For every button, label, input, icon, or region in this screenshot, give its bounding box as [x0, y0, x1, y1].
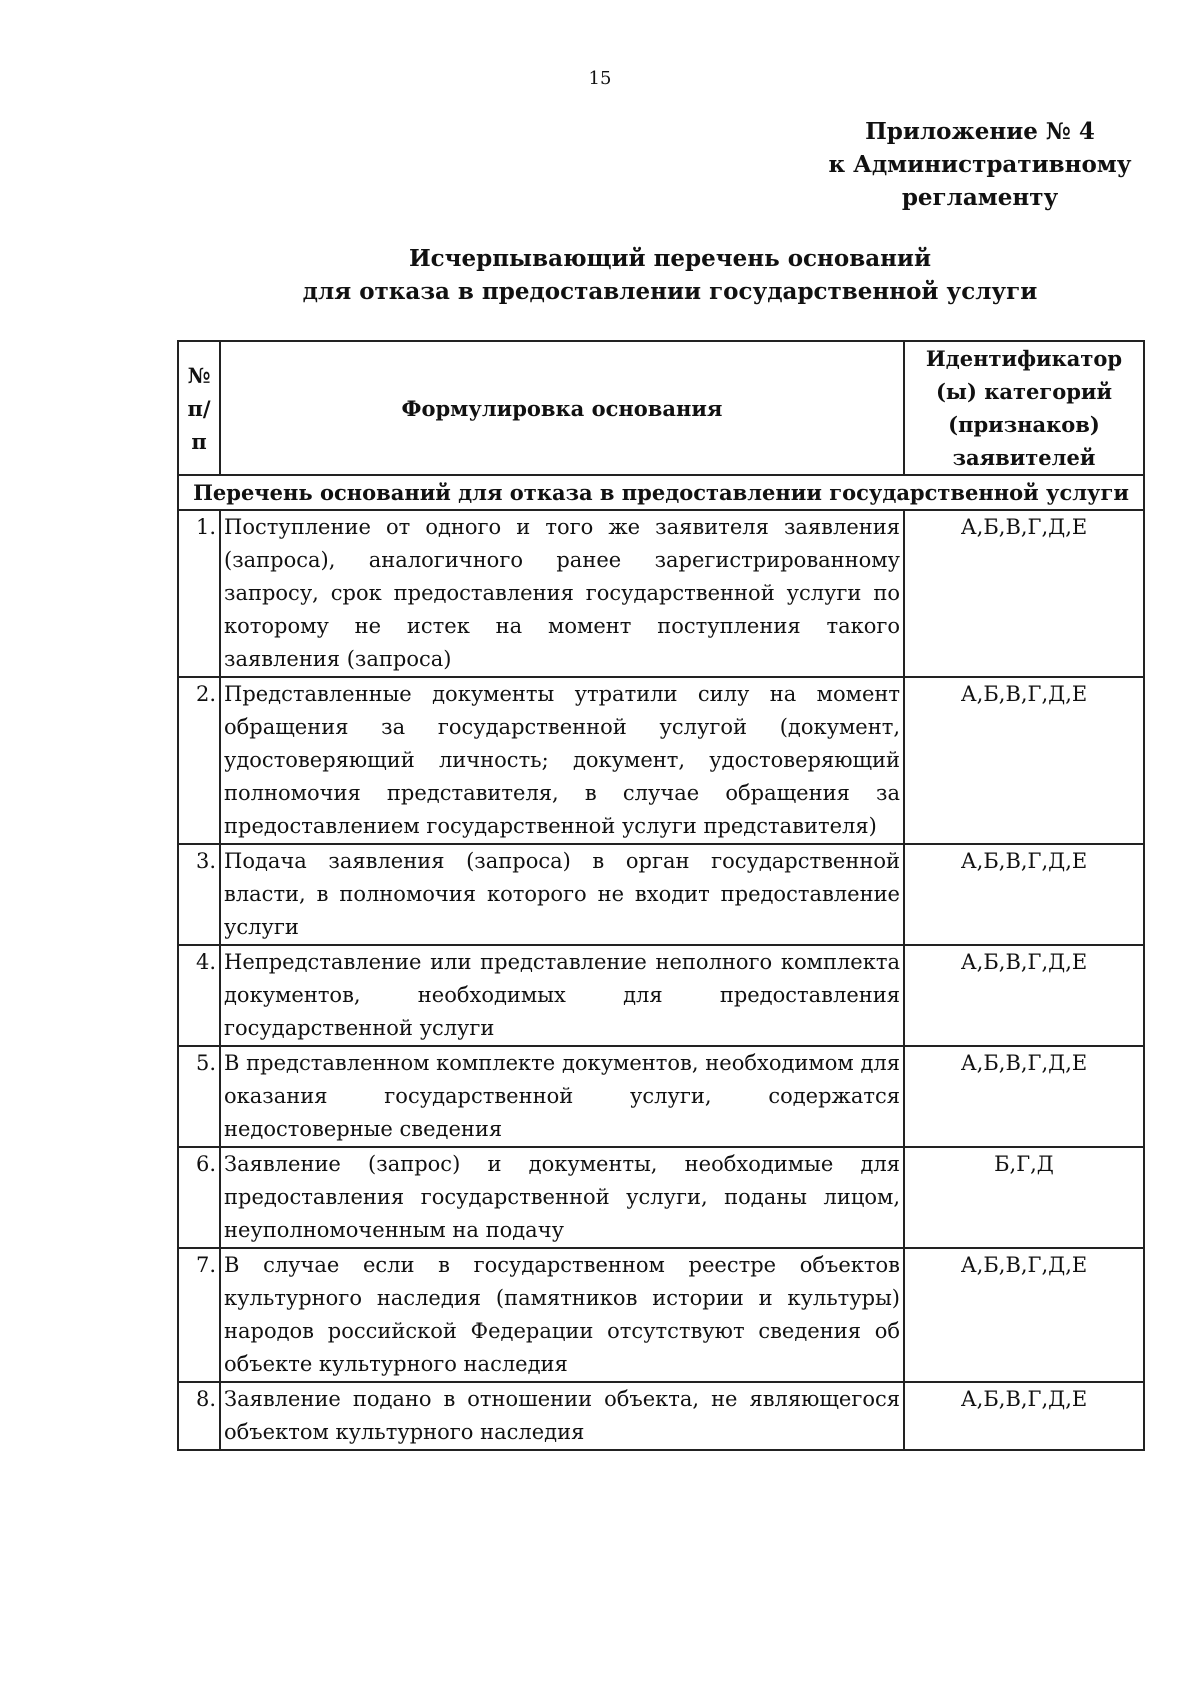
appendix-line-2: к Административному: [828, 151, 1132, 178]
row-number: 3.: [178, 844, 220, 945]
row-formulation: Подача заявления (запроса) в орган государственной власти, в полномочия которого не входит предоставление услуги: [220, 844, 904, 945]
document-title-line-1: Исчерпывающий перечень оснований: [408, 245, 932, 272]
document-title: [200, 242, 1140, 308]
appendix-line-3: регламенту: [901, 184, 1059, 211]
table-row: [178, 1248, 1144, 1382]
document-title-line-2: для отказа в предоставлении государственной услуги: [302, 278, 1038, 305]
row-number: 7.: [178, 1248, 220, 1382]
row-identifiers: А,Б,В,Г,Д,Е: [904, 677, 1144, 844]
row-number: 4.: [178, 945, 220, 1046]
section-title: Перечень оснований для отказа в предоставлении государственной услуги: [178, 475, 1144, 510]
appendix-heading: [760, 115, 1200, 214]
row-formulation: В представленном комплекте документов, необходимом для оказания государственной услуги, содержатся недостоверные сведения: [220, 1046, 904, 1147]
row-identifiers: А,Б,В,Г,Д,Е: [904, 1046, 1144, 1147]
table-row: [178, 844, 1144, 945]
row-formulation: Непредставление или представление неполного комплекта документов, необходимых для предоставления государственной услуги: [220, 945, 904, 1046]
header-identifiers: Идентификатор (ы) категорий (признаков) заявителей: [904, 341, 1144, 475]
row-formulation: Заявление (запрос) и документы, необходимые для предоставления государственной услуги, поданы лицом, неуполномоченным на подачу: [220, 1147, 904, 1248]
table-row: [178, 1046, 1144, 1147]
row-identifiers: Б,Г,Д: [904, 1147, 1144, 1248]
row-number: 8.: [178, 1382, 220, 1450]
table-row: [178, 677, 1144, 844]
row-identifiers: А,Б,В,Г,Д,Е: [904, 1248, 1144, 1382]
table-row: [178, 1382, 1144, 1450]
row-formulation: Представленные документы утратили силу на момент обращения за государственной услугой (документ, удостоверяющий личность; документ, удостоверяющий полномочия представителя, в случае обращения за предоставлением государственной услуги представителя): [220, 677, 904, 844]
table-row: [178, 1147, 1144, 1248]
refusal-grounds-table: [177, 340, 1145, 1451]
row-number: 2.: [178, 677, 220, 844]
table-row: [178, 510, 1144, 677]
row-identifiers: А,Б,В,Г,Д,Е: [904, 1382, 1144, 1450]
header-number: № п/ п: [178, 341, 220, 475]
page-number: 15: [588, 68, 612, 89]
header-formulation: Формулировка основания: [220, 341, 904, 475]
section-row: [178, 475, 1144, 510]
row-identifiers: А,Б,В,Г,Д,Е: [904, 945, 1144, 1046]
row-identifiers: А,Б,В,Г,Д,Е: [904, 844, 1144, 945]
table-row: [178, 945, 1144, 1046]
table-header-row: [178, 341, 1144, 475]
row-number: 6.: [178, 1147, 220, 1248]
row-formulation: В случае если в государственном реестре объектов культурного наследия (памятников истории и культуры) народов российской Федерации отсутствуют сведения об объекте культурного наследия: [220, 1248, 904, 1382]
row-formulation: Заявление подано в отношении объекта, не являющегося объектом культурного наследия: [220, 1382, 904, 1450]
row-number: 5.: [178, 1046, 220, 1147]
appendix-line-1: Приложение № 4: [865, 118, 1095, 145]
row-identifiers: А,Б,В,Г,Д,Е: [904, 510, 1144, 677]
row-formulation: Поступление от одного и того же заявителя заявления (запроса), аналогичного ранее зарегистрированному запросу, срок предоставления государственной услуги по которому не истек на момент поступления такого заявления (запроса): [220, 510, 904, 677]
row-number: 1.: [178, 510, 220, 677]
